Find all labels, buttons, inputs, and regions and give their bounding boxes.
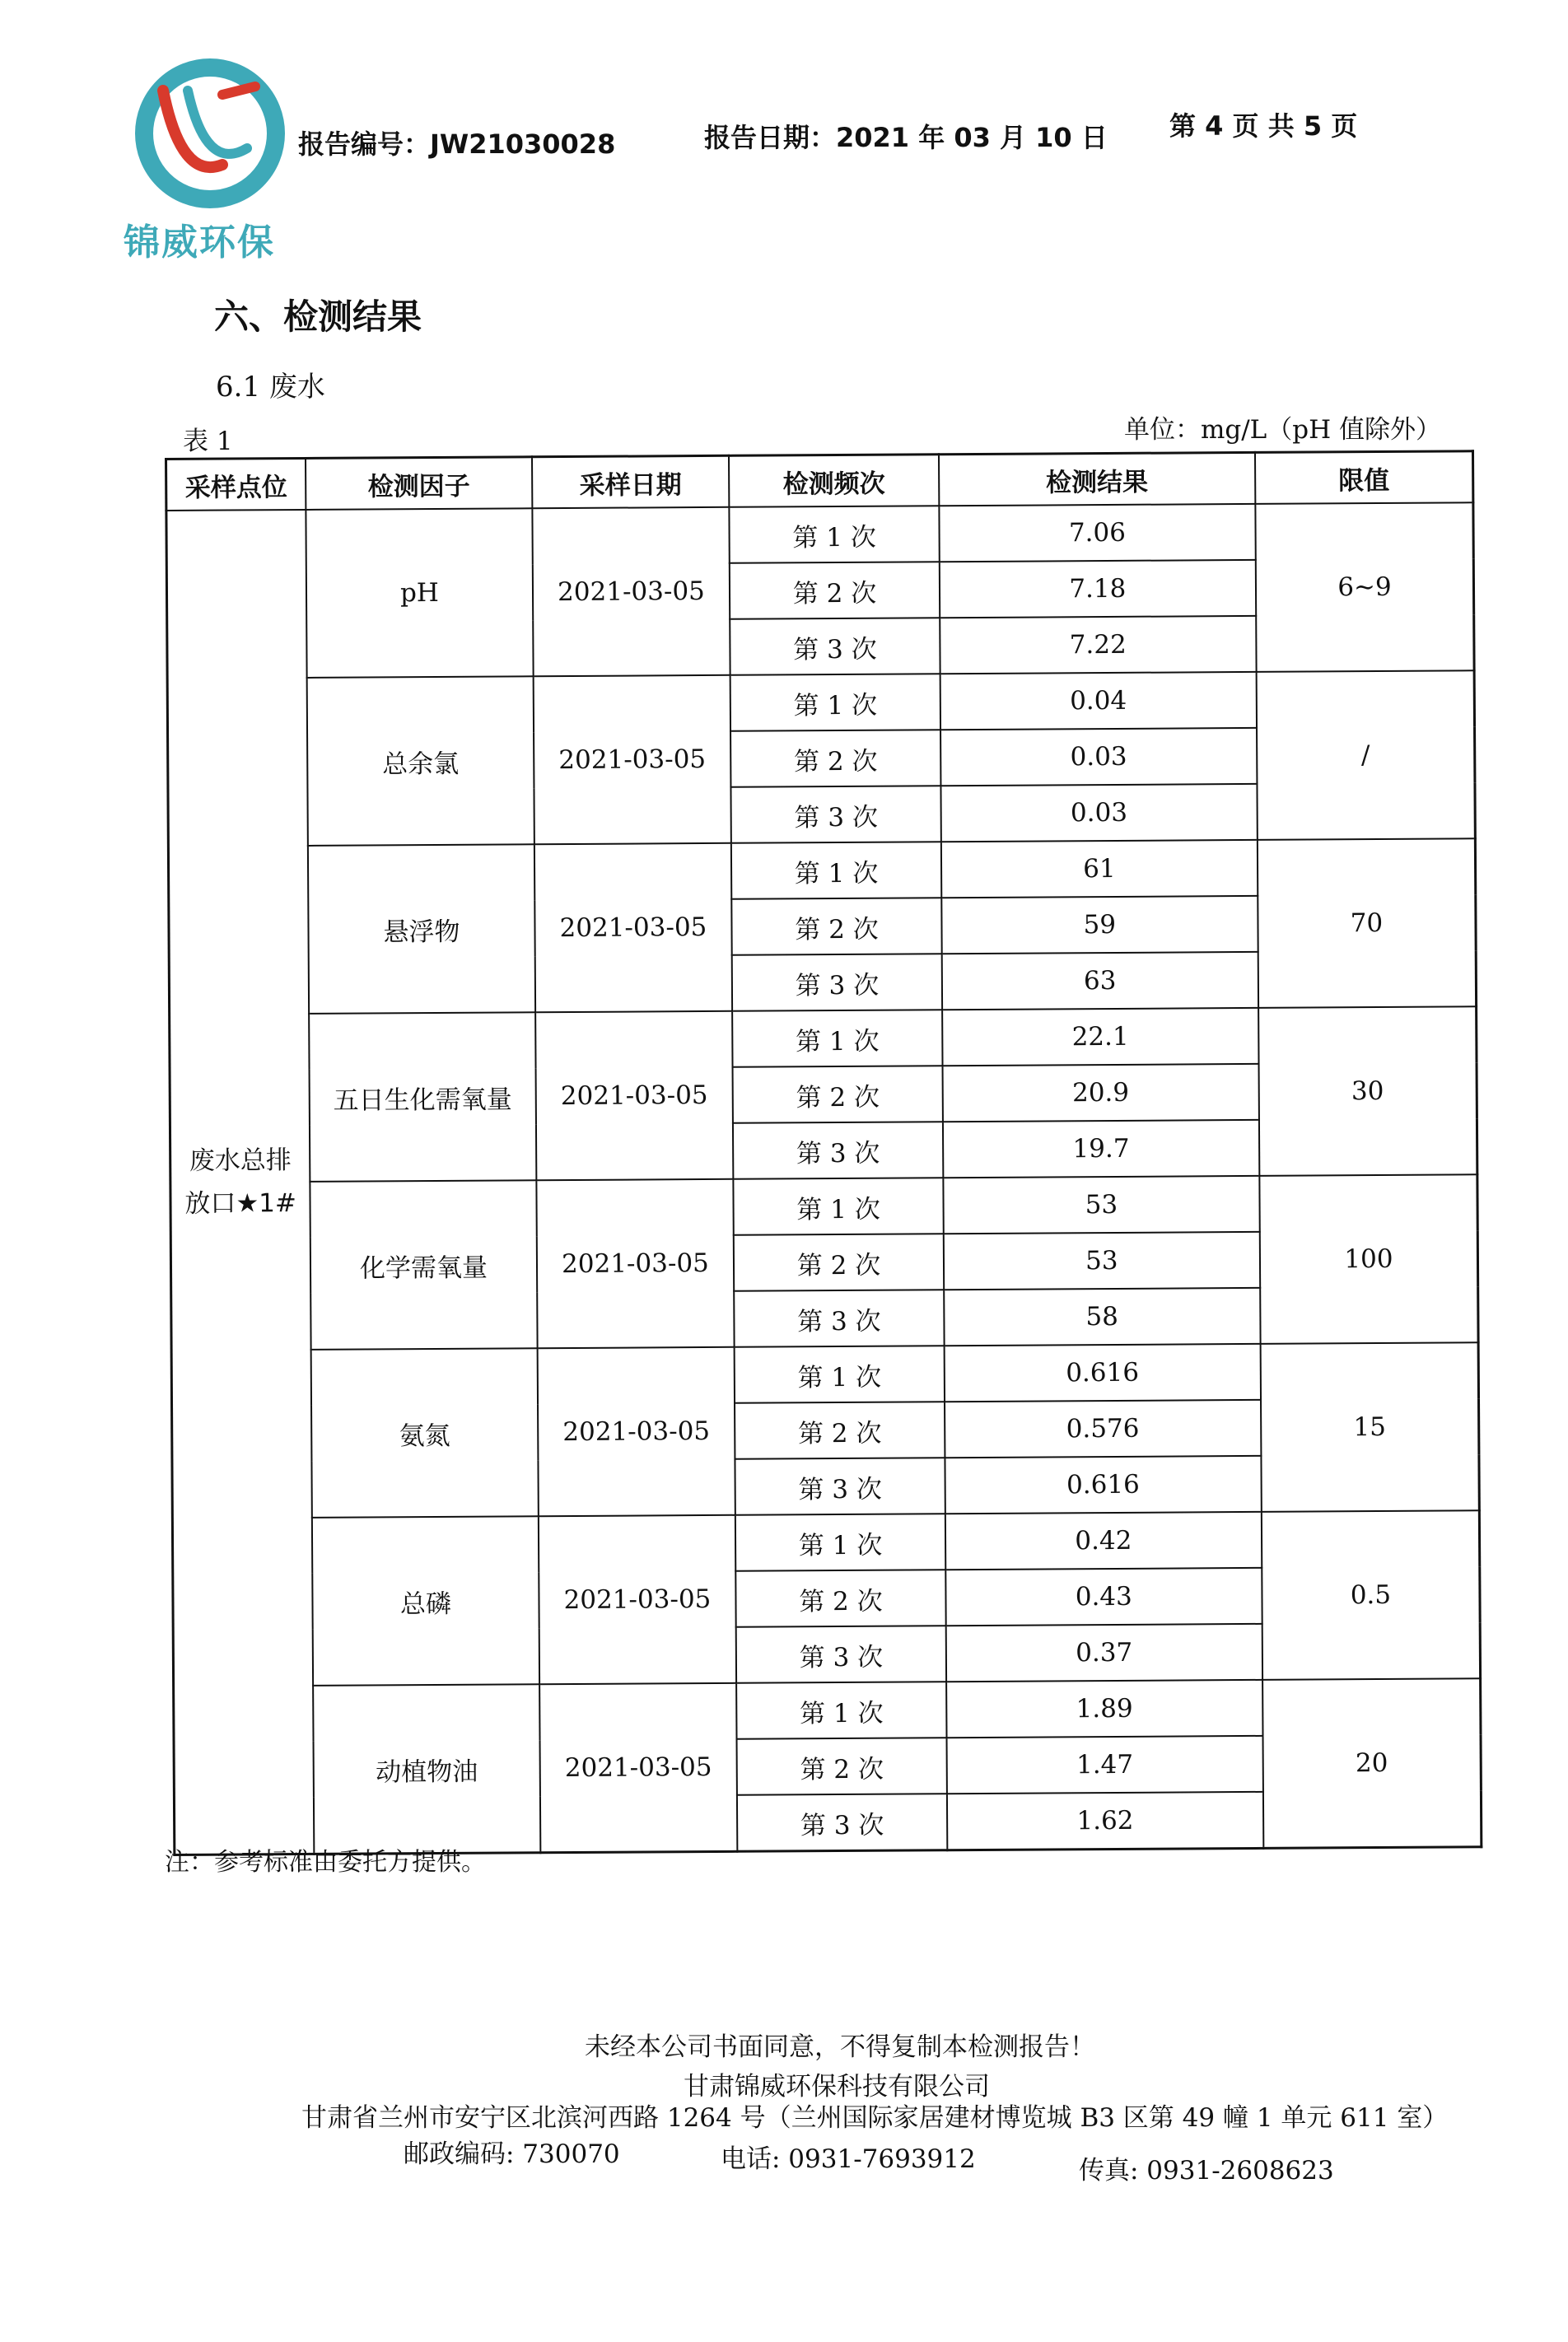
result-cell: 7.06 xyxy=(939,504,1256,562)
header-result: 检测结果 xyxy=(939,452,1256,506)
limit-cell: / xyxy=(1257,670,1476,840)
frequency-cell: 第 3 次 xyxy=(732,954,942,1011)
limit-cell: 15 xyxy=(1261,1342,1480,1512)
unit-label: 单位：mg/L（pH 值除外） xyxy=(1124,415,1442,445)
frequency-cell: 第 1 次 xyxy=(735,1514,945,1571)
result-cell: 0.03 xyxy=(940,728,1258,786)
date-cell: 2021-03-05 xyxy=(533,675,731,844)
factor-cell: 五日生化需氧量 xyxy=(309,1012,536,1182)
header-factor: 检测因子 xyxy=(306,457,532,510)
table-row xyxy=(172,1510,1479,1575)
frequency-cell: 第 1 次 xyxy=(734,1178,944,1235)
date-cell: 2021-03-05 xyxy=(536,1179,735,1348)
result-cell: 1.47 xyxy=(946,1736,1263,1794)
result-cell: 7.18 xyxy=(939,560,1256,618)
date-cell: 2021-03-05 xyxy=(539,1515,737,1684)
limit-cell: 20 xyxy=(1262,1678,1482,1848)
table-row xyxy=(174,1678,1481,1743)
frequency-cell: 第 3 次 xyxy=(735,1458,945,1515)
date-cell: 2021-03-05 xyxy=(537,1347,735,1516)
result-cell: 53 xyxy=(943,1176,1260,1234)
table-header-row xyxy=(166,451,1473,511)
fax: 传真: 0931-2608623 xyxy=(1079,2156,1334,2186)
frequency-cell: 第 1 次 xyxy=(735,1346,945,1403)
result-cell: 0.576 xyxy=(945,1400,1262,1458)
result-cell: 0.616 xyxy=(945,1456,1262,1514)
limit-cell: 100 xyxy=(1259,1174,1478,1344)
section-title: 六、检测结果 xyxy=(214,296,422,337)
factor-cell: pH xyxy=(306,508,534,678)
result-cell: 53 xyxy=(943,1232,1260,1290)
table-row xyxy=(170,1174,1477,1239)
frequency-cell: 第 2 次 xyxy=(736,1570,946,1627)
company-address: 甘肃省兰州市安宁区北滨河西路 1264 号（兰州国际家居建材博览城 B3 区第 49 幢 1 单元 611 室） xyxy=(301,2103,1449,2133)
result-cell: 63 xyxy=(941,952,1258,1010)
result-cell: 7.22 xyxy=(940,616,1257,674)
frequency-cell: 第 3 次 xyxy=(734,1290,944,1347)
factor-cell: 总磷 xyxy=(312,1516,539,1686)
frequency-cell: 第 2 次 xyxy=(730,562,940,619)
factor-cell: 悬浮物 xyxy=(308,844,535,1014)
frequency-cell: 第 3 次 xyxy=(733,1122,943,1179)
frequency-cell: 第 3 次 xyxy=(736,1626,946,1683)
results-table xyxy=(165,450,1482,1856)
limit-cell: 6~9 xyxy=(1255,502,1474,672)
frequency-cell: 第 3 次 xyxy=(730,618,940,675)
frequency-cell: 第 2 次 xyxy=(732,898,942,955)
result-cell: 0.37 xyxy=(945,1624,1262,1682)
result-cell: 0.42 xyxy=(945,1512,1262,1570)
result-cell: 1.89 xyxy=(946,1680,1263,1738)
phone: 电话: 0931-7693912 xyxy=(721,2144,976,2174)
frequency-cell: 第 2 次 xyxy=(733,1066,943,1123)
frequency-cell: 第 2 次 xyxy=(734,1234,944,1291)
limit-cell: 70 xyxy=(1258,838,1477,1008)
limit-cell: 30 xyxy=(1258,1006,1477,1176)
copyright-notice: 未经本公司书面同意，不得复制本检测报告！ xyxy=(585,2032,1095,2062)
table-row xyxy=(168,838,1475,903)
result-cell: 0.616 xyxy=(944,1344,1261,1402)
date-cell: 2021-03-05 xyxy=(532,507,730,676)
result-cell: 22.1 xyxy=(942,1008,1259,1066)
header-date: 采样日期 xyxy=(532,455,730,508)
frequency-cell: 第 1 次 xyxy=(730,506,940,563)
factor-cell: 氨氮 xyxy=(311,1348,539,1518)
sampling-site: 废水总排 放口★1# xyxy=(166,510,315,1855)
frequency-cell: 第 1 次 xyxy=(730,674,940,731)
report-number: 报告编号：JW21030028 xyxy=(298,128,616,160)
frequency-cell: 第 1 次 xyxy=(732,1010,942,1067)
result-cell: 0.43 xyxy=(945,1568,1262,1626)
table-row xyxy=(170,1006,1477,1071)
frequency-cell: 第 1 次 xyxy=(736,1682,946,1739)
result-cell: 58 xyxy=(944,1288,1261,1346)
frequency-cell: 第 2 次 xyxy=(735,1402,945,1459)
result-cell: 0.03 xyxy=(940,784,1258,842)
result-cell: 19.7 xyxy=(943,1120,1260,1178)
date-cell: 2021-03-05 xyxy=(539,1683,738,1853)
factor-cell: 总余氯 xyxy=(307,676,534,846)
header-site: 采样点位 xyxy=(166,458,306,511)
header-limit: 限值 xyxy=(1255,451,1473,504)
company-name: 甘肃锦威环保科技有限公司 xyxy=(684,2072,990,2102)
result-cell: 61 xyxy=(941,840,1258,898)
report-date: 报告日期：2021 年 03 月 10 日 xyxy=(704,122,1108,153)
result-cell: 20.9 xyxy=(942,1064,1259,1122)
result-cell: 59 xyxy=(941,896,1258,954)
limit-cell: 0.5 xyxy=(1262,1510,1481,1680)
date-cell: 2021-03-05 xyxy=(534,843,733,1012)
table-row xyxy=(166,502,1473,567)
factor-cell: 化学需氧量 xyxy=(310,1180,538,1350)
header-frequency: 检测频次 xyxy=(729,455,939,507)
table-row xyxy=(171,1342,1478,1407)
table-row xyxy=(167,670,1474,735)
frequency-cell: 第 3 次 xyxy=(737,1794,947,1851)
result-cell: 1.62 xyxy=(947,1792,1264,1850)
frequency-cell: 第 3 次 xyxy=(731,786,941,843)
logo-text: 锦威环保 xyxy=(124,222,275,264)
result-cell: 0.04 xyxy=(940,672,1257,730)
table-label: 表 1 xyxy=(183,427,233,456)
table-note: 注：参考标准由委托方提供。 xyxy=(165,1848,486,1877)
date-cell: 2021-03-05 xyxy=(535,1011,734,1180)
page-info: 第 4 页 共 5 页 xyxy=(1169,110,1358,142)
frequency-cell: 第 1 次 xyxy=(731,842,941,899)
subsection-title: 6.1 废水 xyxy=(216,371,325,404)
frequency-cell: 第 2 次 xyxy=(737,1738,947,1795)
postcode: 邮政编码: 730070 xyxy=(404,2139,620,2169)
frequency-cell: 第 2 次 xyxy=(730,730,940,787)
factor-cell: 动植物油 xyxy=(313,1684,540,1854)
